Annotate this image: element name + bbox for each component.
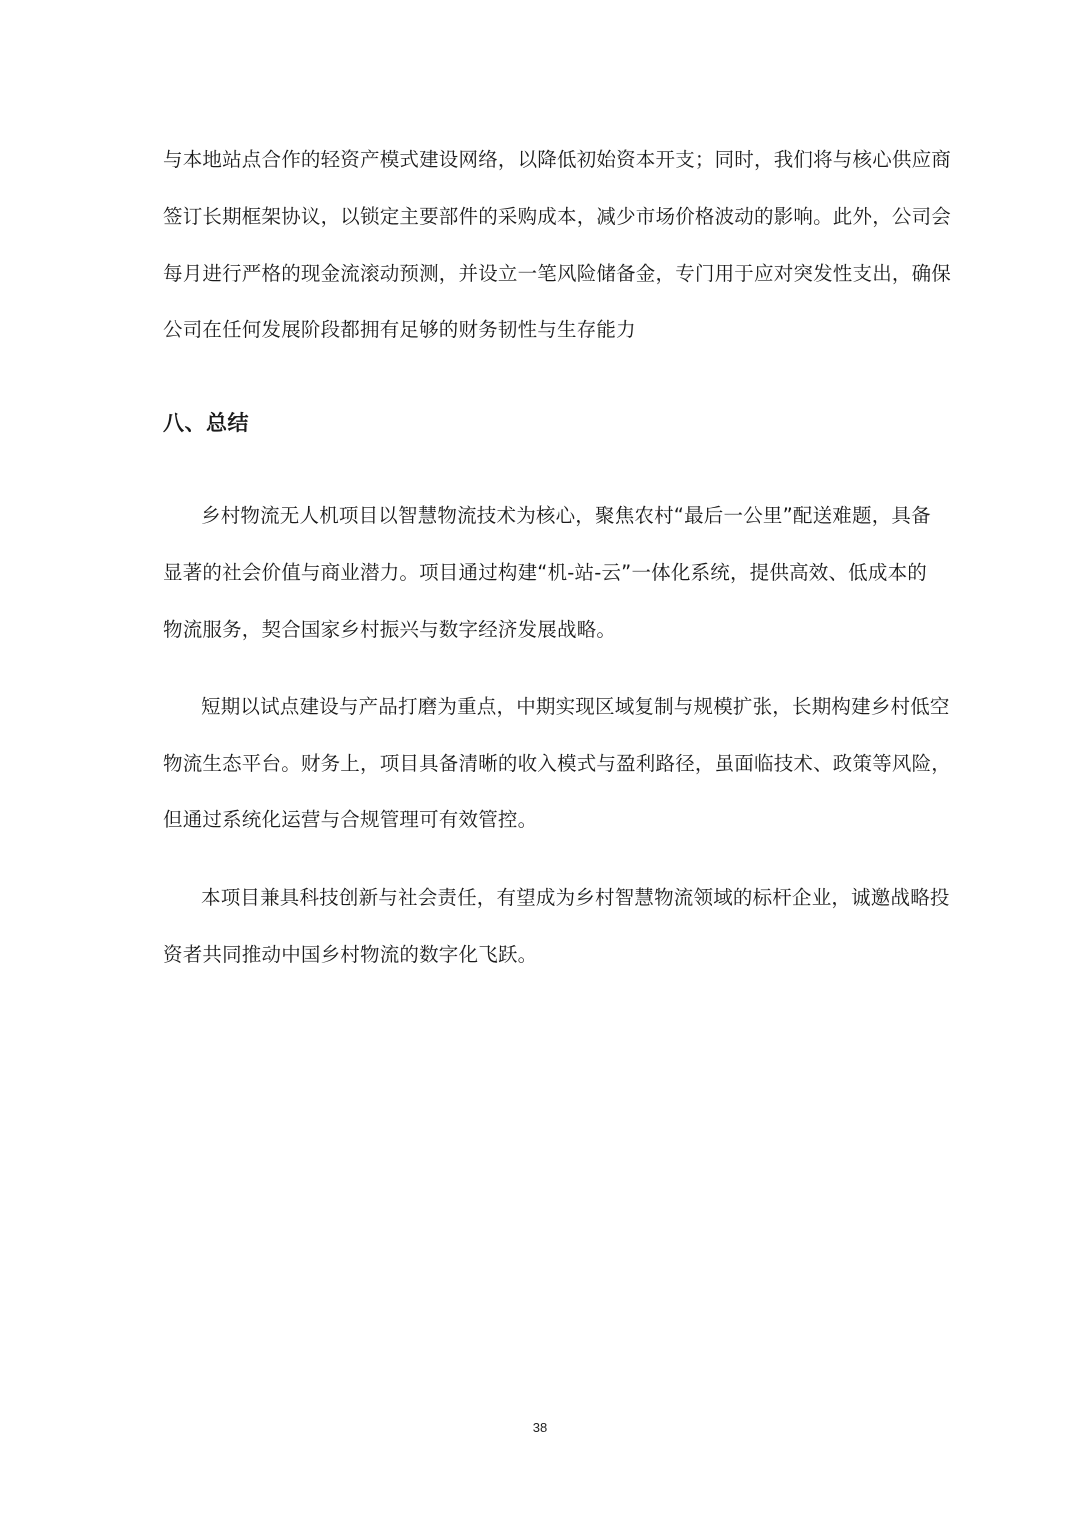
paragraph-line: 与本地站点合作的轻资产模式建设网络，以降低初始资本开支；同时，我们将与核心供应商 — [163, 148, 952, 171]
paragraph-line: 乡村物流无人机项目以智慧物流技术为核心，聚焦农村“最后一公里”配送难题，具备 — [201, 504, 931, 527]
section-heading: 八、总结 — [163, 411, 249, 435]
paragraph-line: 资者共同推动中国乡村物流的数字化飞跃。 — [163, 943, 538, 966]
paragraph-line: 每月进行严格的现金流滚动预测，并设立一笔风险储备金，专门用于应对突发性支出，确保 — [163, 262, 952, 285]
paragraph-line: 但通过系统化运营与合规管理可有效管控。 — [163, 808, 538, 831]
paragraph-line: 签订长期框架协议，以锁定主要部件的采购成本，减少市场价格波动的影响。此外，公司会 — [163, 205, 952, 228]
paragraph-line: 短期以试点建设与产品打磨为重点，中期实现区域复制与规模扩张，长期构建乡村低空 — [201, 695, 950, 718]
paragraph-line: 本项目兼具科技创新与社会责任，有望成为乡村智慧物流领域的标杆企业，诚邀战略投 — [201, 886, 950, 909]
page-number: 38 — [532, 1420, 548, 1435]
paragraph-line: 公司在任何发展阶段都拥有足够的财务韧性与生存能力 — [163, 318, 636, 341]
paragraph-line: 物流生态平台。财务上，项目具备清晰的收入模式与盈利路径，虽面临技术、政策等风险， — [163, 752, 952, 775]
paragraph-line: 物流服务，契合国家乡村振兴与数字经济发展战略。 — [163, 618, 617, 641]
paragraph-line: 显著的社会价值与商业潜力。项目通过构建“机-站-云”一体化系统，提供高效、低成本的 — [163, 561, 927, 584]
